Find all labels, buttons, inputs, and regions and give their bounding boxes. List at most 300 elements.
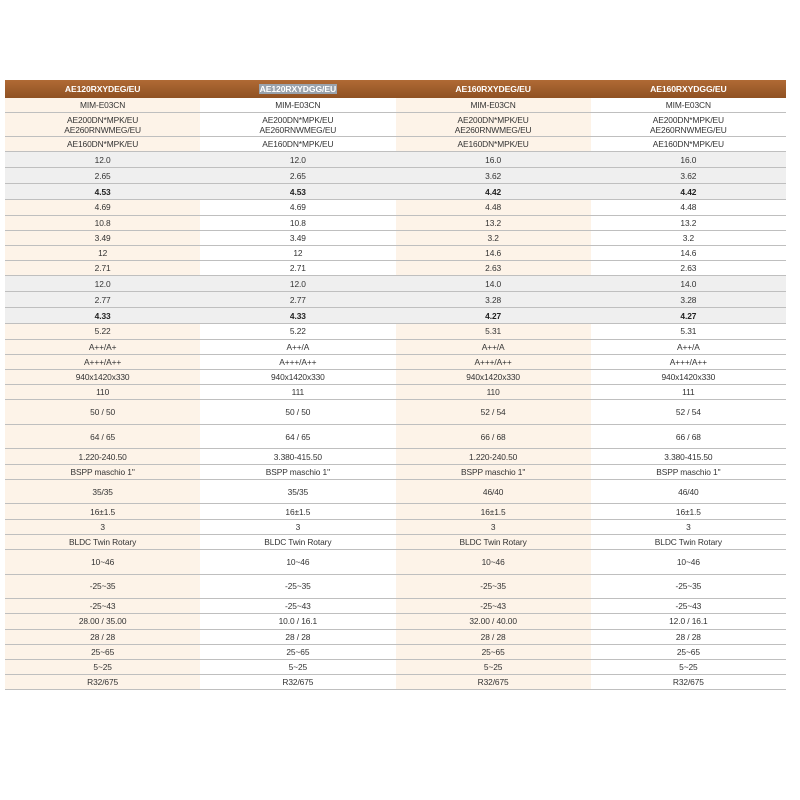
table-cell [396, 216, 591, 230]
table-row [5, 675, 786, 690]
table-cell [396, 385, 591, 399]
cell-text: AE200DN*MPK/EU [262, 114, 334, 125]
cell-text: -25~43 [675, 601, 702, 612]
cell-text: BLDC Twin Rotary [459, 536, 527, 547]
table-cell [591, 168, 786, 183]
table-row [5, 520, 786, 535]
cell-text: 28 / 28 [90, 631, 116, 642]
table-cell [5, 520, 200, 534]
cell-text: 4.33 [289, 310, 306, 321]
cell-text: AE200DN*MPK/EU [457, 114, 529, 125]
column-header: AE160RXYDEG/EU [455, 84, 531, 94]
cell-text: 4.42 [485, 186, 502, 197]
cell-text: 13.2 [485, 217, 502, 228]
table-row [5, 292, 786, 308]
table-cell [200, 184, 395, 199]
cell-text: 12.0 [289, 278, 306, 289]
cell-text: BLDC Twin Rotary [654, 536, 722, 547]
table-cell [591, 370, 786, 384]
table-cell [200, 324, 395, 338]
cell-text: MIM-E03CN [275, 100, 321, 111]
table-cell [200, 675, 395, 689]
table-cell [200, 261, 395, 275]
table-cell [5, 231, 200, 245]
table-cell [591, 520, 786, 534]
cell-text: BSPP maschio 1" [461, 466, 526, 477]
table-cell [396, 480, 591, 504]
cell-text: 12.0 / 16.1 [669, 616, 708, 627]
table-cell [591, 575, 786, 599]
table-cell [591, 645, 786, 659]
table-row [5, 216, 786, 231]
cell-text: A++/A [676, 341, 700, 352]
cell-text: A+++/A++ [84, 356, 122, 367]
table-cell [591, 246, 786, 260]
table-cell [591, 535, 786, 549]
cell-text: -25~43 [480, 601, 506, 612]
cell-text: 50 / 50 [90, 407, 116, 418]
table-cell [5, 168, 200, 183]
cell-text: AE160DN*MPK/EU [457, 139, 529, 150]
table-cell [200, 216, 395, 230]
table-cell [5, 480, 200, 504]
cell-text: -25~35 [675, 581, 702, 592]
table-cell [591, 599, 786, 613]
selected-text-highlight: AE120RXYDGG/EU [259, 84, 337, 94]
table-cell [591, 385, 786, 399]
cell-text: 10.8 [289, 217, 306, 228]
cell-text: 940x1420x330 [75, 371, 130, 382]
cell-text: 4.27 [680, 310, 697, 321]
cell-text: R32/675 [672, 677, 704, 688]
cell-text: 2.71 [289, 263, 306, 274]
table-cell [396, 231, 591, 245]
cell-text: BSPP maschio 1" [265, 466, 330, 477]
table-cell [5, 276, 200, 291]
table-row [5, 98, 786, 113]
cell-text: 2.65 [94, 170, 111, 181]
cell-text: 110 [96, 387, 110, 398]
cell-text: 4.53 [94, 186, 111, 197]
cell-text: -25~35 [89, 581, 116, 592]
table-cell [200, 575, 395, 599]
cell-text: BLDC Twin Rotary [69, 536, 137, 547]
cell-text: 5.31 [485, 326, 502, 337]
table-cell [200, 246, 395, 260]
table-cell [5, 660, 200, 674]
table-row [5, 261, 786, 276]
table-row [5, 200, 786, 215]
table-cell [5, 324, 200, 338]
cell-text: 4.33 [94, 310, 111, 321]
table-cell [5, 308, 200, 323]
cell-text: MIM-E03CN [470, 100, 516, 111]
cell-text: AE200DN*MPK/EU [652, 114, 724, 125]
table-row [5, 599, 786, 614]
table-cell [200, 504, 395, 518]
cell-text: AE160DN*MPK/EU [652, 139, 724, 150]
cell-text: 25~65 [91, 646, 115, 657]
cell-text: 12 [293, 248, 303, 259]
cell-text: 52 / 54 [480, 407, 506, 418]
cell-text: 3.380-415.50 [664, 451, 713, 462]
table-cell [396, 675, 591, 689]
table-cell [5, 113, 200, 136]
cell-text: R32/675 [87, 677, 119, 688]
cell-text: 5~25 [93, 662, 112, 672]
cell-text: A+++/A++ [279, 356, 317, 367]
table-cell [591, 340, 786, 354]
cell-text: 10.0 / 16.1 [278, 616, 318, 627]
cell-text: A+++/A++ [474, 356, 512, 367]
cell-text: 3.62 [485, 170, 502, 181]
table-row [5, 550, 786, 575]
cell-text: MIM-E03CN [80, 100, 126, 111]
table-cell [396, 614, 591, 628]
table-row [5, 425, 786, 450]
table-cell [396, 168, 591, 183]
table-cell [591, 465, 786, 479]
cell-text: 35/35 [92, 486, 113, 497]
cell-text: 14.6 [680, 248, 697, 259]
cell-text: 46/40 [678, 486, 699, 497]
cell-text: 10~46 [676, 556, 700, 567]
table-header [5, 80, 786, 98]
table-cell [396, 113, 591, 136]
cell-text: 10~46 [286, 556, 310, 567]
table-cell [396, 630, 591, 644]
table-row [5, 465, 786, 480]
cell-text: 66 / 68 [480, 431, 506, 442]
column-header: AE160RXYDGG/EU [650, 84, 727, 94]
table-row [5, 246, 786, 261]
cell-text: 1.220-240.50 [469, 451, 518, 462]
cell-text: 4.69 [94, 202, 111, 213]
cell-text: 14.6 [485, 248, 502, 259]
cell-text: 111 [682, 387, 695, 398]
cell-text: BSPP maschio 1" [656, 466, 721, 477]
table-cell [396, 599, 591, 613]
spec-table [5, 80, 786, 690]
cell-text: 940x1420x330 [466, 371, 520, 382]
table-row [5, 231, 786, 246]
table-cell [200, 550, 395, 574]
table-cell [396, 645, 591, 659]
table-row [5, 385, 786, 400]
cell-text: 50 / 50 [285, 407, 311, 418]
table-cell [200, 645, 395, 659]
table-cell [200, 370, 395, 384]
table-row [5, 535, 786, 550]
cell-text: 28 / 28 [675, 631, 701, 642]
table-cell [200, 660, 395, 674]
table-row [5, 575, 786, 600]
table-cell [5, 385, 200, 399]
table-cell [591, 200, 786, 214]
cell-text: 52 / 54 [675, 407, 701, 418]
cell-text: A++/A+ [88, 341, 117, 352]
cell-text: 16±1.5 [285, 506, 311, 517]
cell-text: AE260RNWMEG/EU [64, 124, 142, 135]
table-cell [591, 216, 786, 230]
table-cell [396, 660, 591, 674]
table-cell [5, 504, 200, 518]
cell-text: 10~46 [91, 556, 115, 567]
cell-text: 5~25 [679, 662, 698, 672]
cell-text: 2.63 [485, 263, 502, 274]
cell-text: -25~35 [285, 581, 311, 592]
cell-text: 46/40 [482, 486, 504, 497]
table-cell [5, 449, 200, 463]
table-row [5, 113, 786, 137]
table-cell [5, 216, 200, 230]
table-cell [591, 675, 786, 689]
table-cell [591, 98, 786, 112]
table-cell [200, 200, 395, 214]
table-cell [5, 200, 200, 214]
cell-text: 32.00 / 40.00 [469, 616, 517, 627]
cell-text: AE200DN*MPK/EU [67, 114, 139, 125]
cell-text: 16±1.5 [675, 506, 701, 517]
cell-text: 3.62 [680, 170, 697, 181]
cell-text: 14.0 [485, 278, 502, 289]
table-cell [200, 630, 395, 644]
table-cell [200, 465, 395, 479]
table-row [5, 152, 786, 168]
table-cell [591, 113, 786, 136]
table-cell [5, 535, 200, 549]
cell-text: 16±1.5 [480, 506, 506, 517]
table-cell [591, 504, 786, 518]
cell-text: AE160DN*MPK/EU [262, 139, 334, 150]
table-row [5, 340, 786, 355]
table-cell [5, 630, 200, 644]
table-cell [396, 340, 591, 354]
cell-text: 2.71 [94, 263, 111, 274]
cell-text: BLDC Twin Rotary [264, 536, 332, 547]
cell-text: AE260RNWMEG/EU [259, 124, 337, 135]
cell-text: 13.2 [680, 217, 697, 228]
table-cell [396, 324, 591, 338]
cell-text: A++/A [481, 341, 505, 352]
table-cell [591, 231, 786, 245]
cell-text: 4.42 [680, 186, 697, 197]
table-cell [5, 355, 200, 369]
table-cell [396, 200, 591, 214]
cell-text: 940x1420x330 [270, 371, 325, 382]
table-cell [591, 137, 786, 151]
cell-text: 111 [291, 387, 305, 398]
table-cell [200, 113, 395, 136]
cell-text: -25~43 [89, 601, 116, 612]
table-cell [5, 152, 200, 167]
table-cell [396, 292, 591, 307]
table-cell [591, 308, 786, 323]
table-cell [591, 355, 786, 369]
cell-text: 25~65 [676, 646, 700, 657]
table-cell [396, 449, 591, 463]
table-cell [396, 504, 591, 518]
table-cell [591, 480, 786, 504]
cell-text: 12.0 [289, 154, 306, 165]
cell-text: 3.28 [485, 294, 502, 305]
column-header: AE120RXYDEG/EU [64, 84, 141, 94]
table-row [5, 137, 786, 152]
table-cell [591, 550, 786, 574]
table-row [5, 630, 786, 645]
cell-text: 28.00 / 35.00 [78, 616, 127, 627]
table-cell [396, 261, 591, 275]
table-cell [200, 400, 395, 424]
cell-text: 5.22 [289, 326, 306, 337]
table-cell [591, 261, 786, 275]
table-cell [200, 385, 395, 399]
cell-text: 2.77 [289, 294, 306, 305]
table-cell [200, 231, 395, 245]
cell-text: 3.380-415.50 [273, 451, 322, 462]
cell-text: 5.31 [680, 326, 697, 337]
cell-text: R32/675 [477, 677, 509, 688]
table-cell [200, 98, 395, 112]
table-row [5, 449, 786, 464]
table-cell [396, 400, 591, 424]
table-cell [200, 449, 395, 463]
table-cell [591, 324, 786, 338]
table-cell [5, 675, 200, 689]
table-cell [5, 400, 200, 424]
table-cell [5, 98, 200, 112]
table-cell [396, 276, 591, 291]
cell-text: 64 / 65 [285, 431, 311, 442]
cell-text: 4.27 [485, 310, 502, 321]
cell-text: 4.48 [680, 202, 697, 213]
cell-text: 12.0 [94, 154, 111, 165]
table-cell [200, 168, 395, 183]
table-row [5, 184, 786, 200]
table-cell [5, 465, 200, 479]
cell-text: 2.65 [289, 170, 306, 181]
cell-text: 3.28 [680, 294, 697, 305]
cell-text: 64 / 65 [90, 431, 116, 442]
table-cell [200, 137, 395, 151]
cell-text: 3.2 [487, 232, 499, 243]
cell-text: 16.0 [680, 154, 697, 165]
table-row [5, 614, 786, 629]
cell-text: 3 [295, 521, 301, 532]
table-row [5, 400, 786, 425]
table-cell [5, 645, 200, 659]
cell-text: -25~35 [480, 581, 506, 592]
cell-text: 3.49 [289, 232, 306, 243]
table-cell [591, 292, 786, 307]
cell-text: 110 [486, 387, 500, 398]
cell-text: AE160DN*MPK/EU [67, 139, 139, 150]
table-cell [5, 246, 200, 260]
cell-text: 28 / 28 [480, 631, 506, 642]
table-cell [5, 575, 200, 599]
table-row [5, 168, 786, 184]
cell-text: 28 / 28 [285, 631, 311, 642]
table-cell [396, 535, 591, 549]
table-cell [591, 184, 786, 199]
table-cell [200, 292, 395, 307]
table-cell [396, 465, 591, 479]
cell-text: R32/675 [282, 677, 314, 688]
table-cell [396, 355, 591, 369]
cell-text: 940x1420x330 [661, 371, 716, 382]
table-row [5, 276, 786, 292]
cell-text: 2.63 [680, 263, 697, 274]
table-cell [591, 630, 786, 644]
table-cell [591, 276, 786, 291]
cell-text: 16.0 [485, 154, 502, 165]
cell-text: 3.49 [94, 232, 111, 243]
table-cell [5, 340, 200, 354]
table-cell [5, 425, 200, 449]
table-cell [5, 370, 200, 384]
cell-text: 3 [490, 521, 496, 532]
table-cell [396, 575, 591, 599]
cell-text: AE260RNWMEG/EU [454, 124, 532, 135]
column-header [200, 80, 395, 98]
cell-text: 5.22 [94, 326, 111, 337]
table-cell [396, 152, 591, 167]
table-body [5, 98, 786, 690]
cell-text: 2.77 [94, 294, 111, 305]
cell-text: BSPP maschio 1" [70, 466, 135, 477]
cell-text: 66 / 68 [675, 431, 701, 442]
table-cell [5, 184, 200, 199]
table-cell [396, 550, 591, 574]
cell-text: 16±1.5 [90, 506, 116, 517]
cell-text: MIM-E03CN [665, 100, 711, 111]
table-cell [5, 292, 200, 307]
cell-text: 10.8 [94, 217, 111, 228]
cell-text: 4.53 [289, 186, 306, 197]
cell-text: -25~43 [285, 601, 311, 612]
table-cell [396, 308, 591, 323]
table-cell [200, 152, 395, 167]
table-row [5, 355, 786, 370]
cell-text: 12.0 [94, 278, 111, 289]
table-cell [200, 535, 395, 549]
table-cell [396, 370, 591, 384]
table-cell [200, 599, 395, 613]
table-cell [200, 614, 395, 628]
table-cell [396, 184, 591, 199]
cell-text: 35/35 [287, 486, 309, 497]
table-cell [591, 660, 786, 674]
table-row [5, 370, 786, 385]
cell-text: 4.69 [289, 202, 306, 213]
table-cell [5, 261, 200, 275]
table-row [5, 324, 786, 339]
cell-text: A+++/A++ [669, 356, 707, 367]
cell-text: 3.2 [682, 232, 695, 243]
table-cell [5, 137, 200, 151]
cell-text: 3 [686, 521, 691, 532]
table-cell [591, 152, 786, 167]
table-cell [591, 400, 786, 424]
cell-text: 1.220-240.50 [78, 451, 127, 462]
cell-text: 25~65 [481, 646, 505, 657]
table-cell [200, 425, 395, 449]
table-cell [200, 355, 395, 369]
table-cell [5, 614, 200, 628]
table-row [5, 504, 786, 519]
table-cell [591, 614, 786, 628]
table-row [5, 480, 786, 505]
